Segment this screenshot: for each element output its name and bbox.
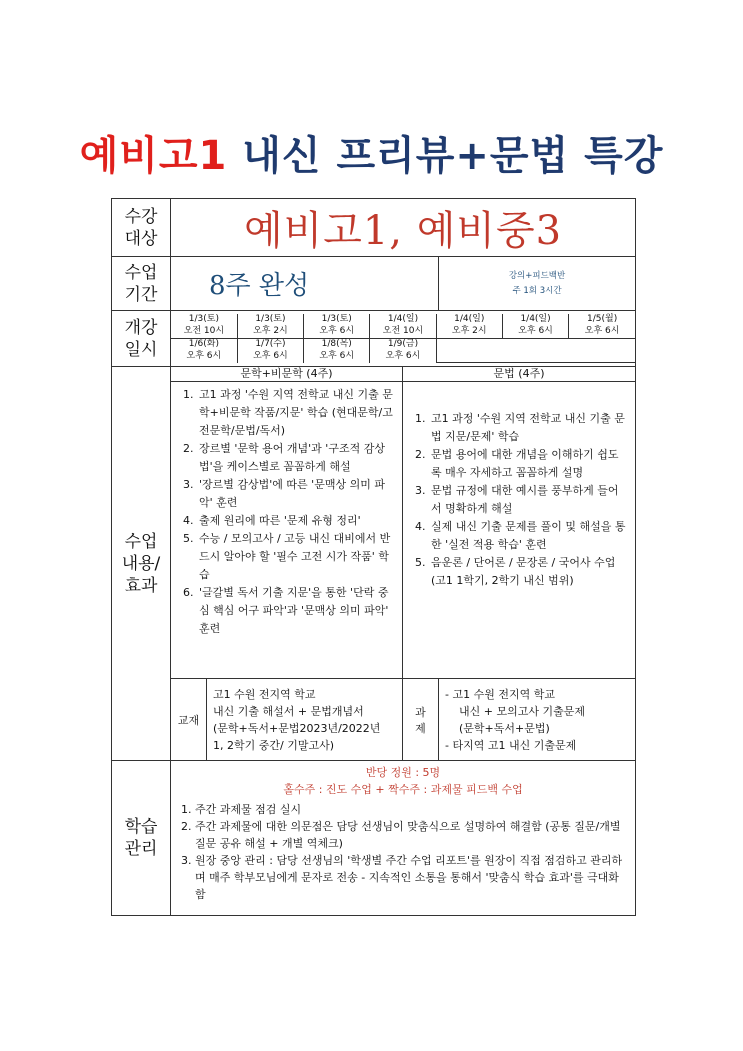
title-grade: 예비고1 (79, 133, 228, 179)
schedule-time: 오전 10시 (171, 326, 237, 339)
target-value: 예비고1, 예비중3 (171, 199, 636, 257)
textbook-content (207, 679, 403, 761)
grammar-item: 5. 음운론 / 단어론 / 문장론 / 국어사 수업 (고1 1학기, 2학기 내신 범위) (429, 554, 629, 590)
textbook-line: 고1 수원 전지역 학교 (213, 687, 316, 701)
grammar-list (403, 382, 635, 594)
schedule-date: 1/4(일) (436, 314, 502, 326)
schedule-label: 개강 일시 (112, 311, 171, 367)
course-info-table (111, 198, 636, 916)
management-content (171, 761, 636, 916)
title-course: 내신 프리뷰+문법 특강 (242, 133, 664, 179)
grammar-column (403, 367, 636, 679)
period-row (112, 257, 636, 311)
management-item: 3. 원장 중앙 관리 : 담당 선생님의 '학생별 주간 수업 리포트'를 원장이 직접 점검하고 관리하며 매주 학부모님에게 문자로 전송 - 지속적인 소통을 통해서 '맞춤식 학습 효과'를 극대화함 (195, 852, 629, 903)
schedule-time: 오후 2시 (436, 326, 502, 339)
grammar-item: 3. 문법 규정에 대한 예시를 풍부하게 들어서 명확하게 해설 (429, 482, 629, 518)
schedule-time: 오후 6시 (171, 351, 237, 363)
schedule-row-2-dates (171, 338, 635, 351)
management-capacity: 반당 정원 : 5명 (365, 766, 441, 779)
target-label: 수강 대상 (112, 199, 171, 257)
grammar-item: 4. 실제 내신 기출 문제를 풀이 및 해설을 통한 '실전 적용 학습' 훈련 (429, 518, 629, 554)
schedule-date: 1/4(일) (502, 314, 568, 326)
homework-label: 과 제 (403, 679, 439, 761)
literature-item: 2. 장르별 '문학 용어 개념'과 '구조적 감상법'을 케이스별로 꼼꼼하게 해설 (197, 440, 396, 476)
content-label: 수업 내용/ 효과 (112, 367, 171, 761)
schedule-time: 오후 6시 (569, 326, 635, 339)
schedule-date: 1/3(토) (237, 314, 303, 326)
content-row (112, 367, 636, 679)
management-weekly: 홀수주 : 진도 수업 + 짝수주 : 과제물 피드백 수업 (283, 783, 523, 796)
literature-heading: 문학+비문학 (4주) (171, 367, 402, 382)
textbook-row (112, 679, 636, 761)
management-item: 1. 주간 과제물 점검 실시 (195, 801, 629, 818)
schedule-time: 오전 10시 (370, 326, 436, 339)
period-note (439, 257, 636, 311)
schedule-time: 오후 6시 (237, 351, 303, 363)
textbook-line: 1, 2학기 중간/ 기말고사) (213, 738, 334, 752)
textbook-line: 내신 기출 해설서 + 문법개념서 (213, 704, 364, 718)
schedule-time: 오후 2시 (237, 326, 303, 339)
homework-line: - 타지역 고1 내신 기출문제 (445, 738, 577, 752)
literature-item: 6. '글갈별 독서 기출 지문'을 통한 '단락 중심 핵심 어구 파악'과 '문맥상 의미 파악' 훈련 (197, 584, 396, 638)
grammar-item: 2. 문법 용어에 대한 개념을 이해하기 쉽도록 매우 자세하고 꼼꼼하게 설명 (429, 446, 629, 482)
schedule-date: 1/8(목) (304, 338, 370, 351)
literature-item: 5. 수능 / 모의고사 / 고등 내신 대비에서 반드시 알아야 할 '필수 고전 시가 작품' 학습 (197, 530, 396, 584)
schedule-empty (436, 338, 635, 363)
schedule-date: 1/5(월) (569, 314, 635, 326)
schedule-time: 오후 6시 (370, 351, 436, 363)
schedule-row-1-times (171, 326, 635, 339)
schedule-row-1-dates (171, 314, 635, 326)
homework-line: - 고1 수원 전지역 학교 (445, 687, 555, 701)
period-note-frequency: 주 1회 3시간 (512, 285, 562, 296)
grammar-heading: 문법 (4주) (403, 367, 635, 382)
schedule-time: 오후 6시 (304, 351, 370, 363)
period-value: 8주 완성 (209, 271, 310, 301)
literature-item: 1. 고1 과정 '수원 지역 전학교 내신 기출 문학+비문학 작품/지문' 학습 (현대문학/고전문학/문법/독서) (197, 386, 396, 440)
literature-column (171, 367, 403, 679)
literature-item: 4. 출제 원리에 따른 '문제 유형 정리' (197, 512, 396, 530)
schedule-date: 1/7(수) (237, 338, 303, 351)
schedule-date: 1/6(화) (171, 338, 237, 351)
schedule-date: 1/4(일) (370, 314, 436, 326)
schedule-date: 1/3(토) (304, 314, 370, 326)
schedule-grid (171, 314, 635, 364)
management-row (112, 761, 636, 916)
period-label: 수업 기간 (112, 257, 171, 311)
schedule-date: 1/9(금) (370, 338, 436, 351)
period-note-class: 강의+피드백반 (508, 270, 566, 281)
target-row (112, 199, 636, 257)
page-title (0, 124, 743, 181)
management-label: 학습 관리 (112, 761, 171, 916)
schedule-time: 오후 6시 (304, 326, 370, 339)
homework-line: 내신 + 모의고사 기출문제 (459, 704, 585, 718)
management-item: 2. 주간 과제물에 대한 의문점은 담당 선생님이 맞춤식으로 설명하여 해결함 (공통 질문/개별 질문 공유 해설 + 개별 역체크) (195, 818, 629, 852)
textbook-label: 교재 (171, 679, 207, 761)
textbook-line: (문학+독서+문법2023년/2022년 (213, 721, 381, 735)
schedule-time: 오후 6시 (502, 326, 568, 339)
schedule-row (112, 311, 636, 367)
homework-line: (문학+독서+문법) (459, 721, 550, 735)
homework-content (439, 679, 636, 761)
schedule-date: 1/3(토) (171, 314, 237, 326)
literature-item: 3. '장르별 감상법'에 따른 '문맥상 의미 파악' 훈련 (197, 476, 396, 512)
management-list (171, 798, 635, 907)
literature-list (171, 382, 402, 642)
grammar-item: 1. 고1 과정 '수원 지역 전학교 내신 기출 문법 지문/문제' 학습 (429, 410, 629, 446)
